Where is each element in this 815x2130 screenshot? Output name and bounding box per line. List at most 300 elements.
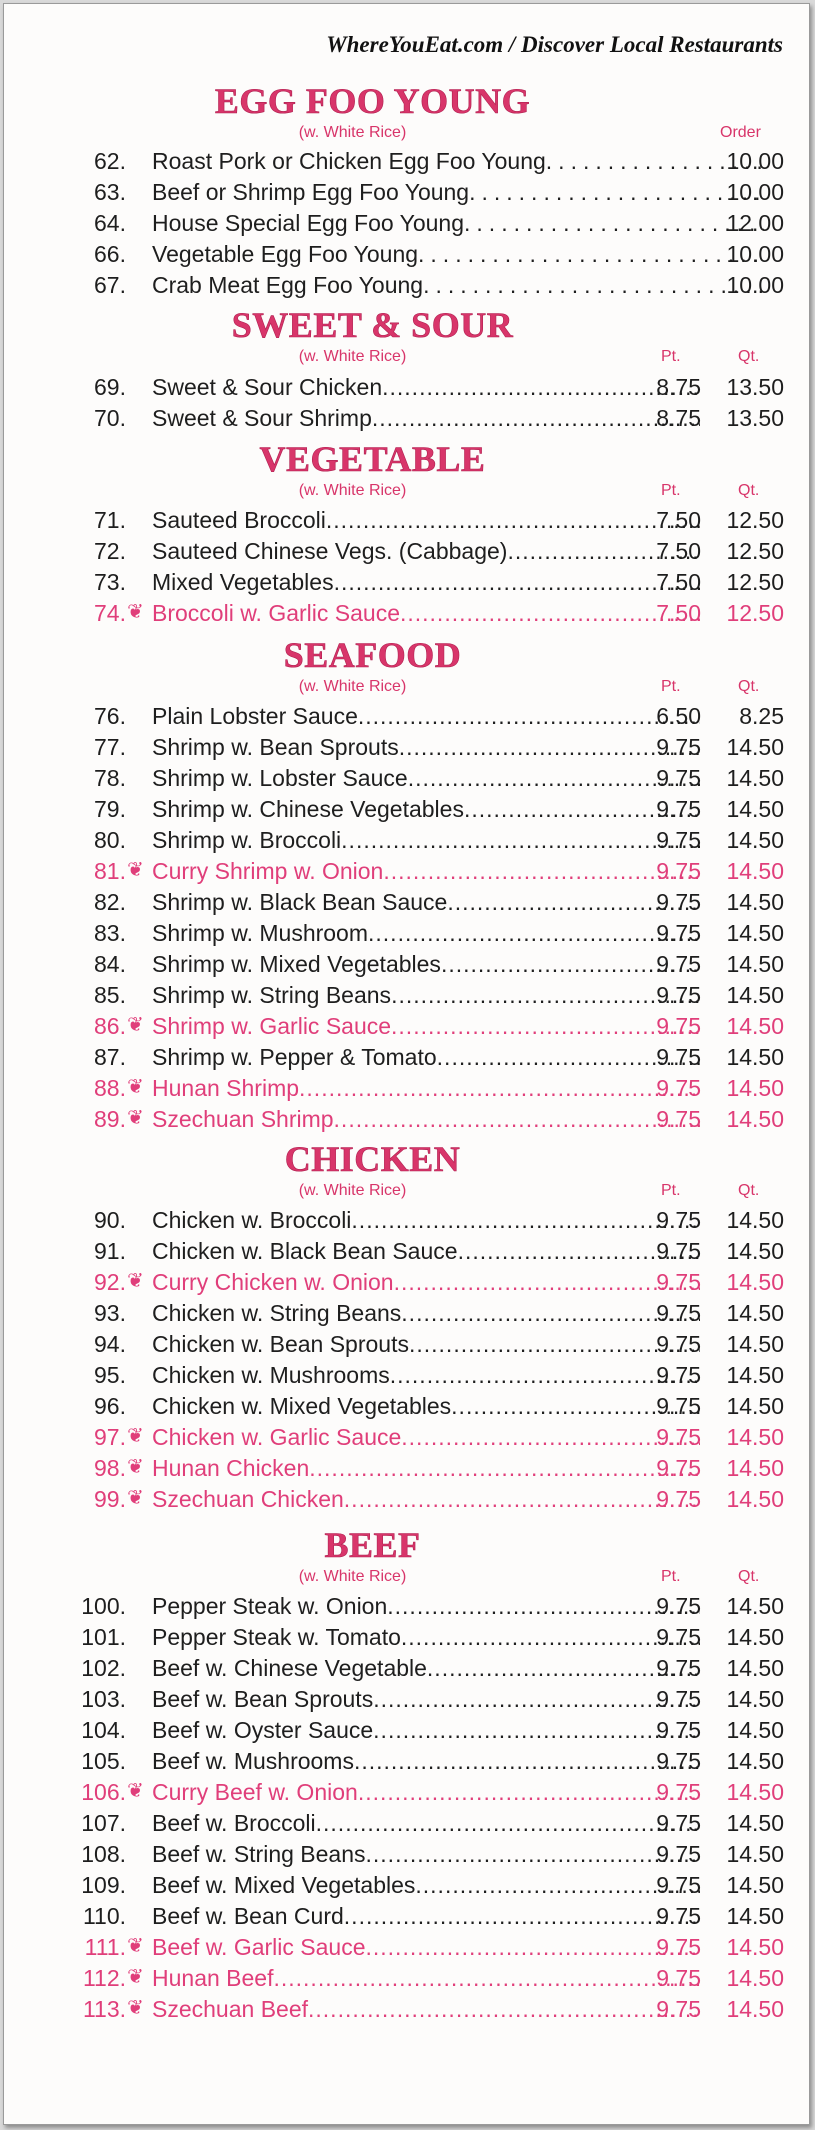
menu-page <box>3 3 810 2125</box>
item-price-pint: 9.75 <box>656 734 701 760</box>
item-name-leader <box>152 701 700 732</box>
item-price-quart: 14.50 <box>726 1106 784 1132</box>
item-price-quart: 14.50 <box>726 1013 784 1039</box>
item-name: Chicken w. String Beans <box>152 1300 402 1326</box>
menu-item-row <box>64 1684 784 1715</box>
item-name-leader <box>152 1298 700 1329</box>
item-name: Shrimp w. Pepper & Tomato <box>152 1044 437 1070</box>
item-name-leader <box>152 1391 700 1422</box>
item-price-pint: 9.75 <box>656 1934 701 1960</box>
item-price-pint: 9.75 <box>656 1872 701 1898</box>
site-title: WhereYouEat.com / Discover Local Restaurants <box>326 32 783 57</box>
item-price-pint: 8.75 <box>656 374 701 400</box>
item-name: Crab Meat Egg Foo Young <box>152 272 424 298</box>
menu-item-row <box>64 146 784 177</box>
item-price-quart: 14.50 <box>726 1872 784 1898</box>
item-price-quart: 14.50 <box>726 734 784 760</box>
item-price-quart: 14.50 <box>726 889 784 915</box>
item-number: 91. <box>94 1238 126 1264</box>
hot-spicy-icon: ❦ <box>127 1935 144 1957</box>
item-name-leader <box>152 1011 700 1042</box>
item-price-pint: 9.75 <box>656 765 701 791</box>
item-name-leader <box>152 887 700 918</box>
menu-item-row <box>64 1073 784 1104</box>
item-price-quart: 13.50 <box>726 374 784 400</box>
item-name-leader <box>152 1653 700 1684</box>
hot-spicy-icon: ❦ <box>127 1076 144 1098</box>
item-name-leader <box>152 794 700 825</box>
item-name: Vegetable Egg Foo Young <box>152 241 419 267</box>
item-number: 106. <box>81 1779 126 1805</box>
item-price-quart: 14.50 <box>726 1393 784 1419</box>
item-price-quart: 14.50 <box>726 1748 784 1774</box>
menu-item-row <box>64 270 784 301</box>
item-price-pint: 9.75 <box>656 1362 701 1388</box>
item-price-quart: 14.50 <box>726 1593 784 1619</box>
item-price-quart: 13.50 <box>726 405 784 431</box>
item-name: Chicken w. Bean Sprouts <box>152 1331 409 1357</box>
item-number: 85. <box>94 982 126 1008</box>
item-number: 107. <box>81 1810 126 1836</box>
item-price-quart: 12.50 <box>726 569 784 595</box>
item-number: 88. <box>94 1075 126 1101</box>
hot-spicy-icon: ❦ <box>127 1425 144 1447</box>
item-price-pint: 9.75 <box>656 1393 701 1419</box>
item-number: 76. <box>94 703 126 729</box>
item-name-leader <box>152 1104 700 1135</box>
dot-leader <box>273 1963 700 1994</box>
item-name: Hunan Beef <box>152 1965 274 1991</box>
item-name: Beef w. Mixed Vegetables <box>152 1872 416 1898</box>
menu-item-row <box>64 1839 784 1870</box>
item-price-quart: 14.50 <box>726 1717 784 1743</box>
column-header-quart: Qt. <box>738 1182 760 1199</box>
item-number: 72. <box>94 538 126 564</box>
hot-spicy-icon: ❦ <box>127 1456 144 1478</box>
menu-item-row <box>64 1932 784 1963</box>
item-name: Beef w. Chinese Vegetable <box>152 1655 427 1681</box>
menu-item-row <box>64 918 784 949</box>
item-price-pint: 9.75 <box>656 951 701 977</box>
section-title: BEEF <box>324 1525 421 1565</box>
item-price-quart: 14.50 <box>726 1655 784 1681</box>
menu-item-row <box>64 1011 784 1042</box>
item-number: 103. <box>81 1686 126 1712</box>
item-price-pint: 9.75 <box>656 1106 701 1132</box>
item-number: 104. <box>81 1717 126 1743</box>
menu-item-row <box>64 567 784 598</box>
item-price-pint: 9.75 <box>656 1238 701 1264</box>
item-price-pint: 9.75 <box>656 1300 701 1326</box>
item-name: Shrimp w. Broccoli <box>152 827 342 853</box>
item-price-pint: 6.50 <box>656 703 701 729</box>
item-name-leader <box>152 732 700 763</box>
item-name-leader <box>152 1453 700 1484</box>
item-name-leader <box>152 536 700 567</box>
item-name-leader <box>152 567 700 598</box>
menu-item-row <box>64 732 784 763</box>
item-price-quart: 14.50 <box>726 827 784 853</box>
menu-item-row <box>64 1298 784 1329</box>
item-number: 64. <box>94 210 126 236</box>
item-name: Beef w. String Beans <box>152 1841 366 1867</box>
item-name-leader <box>152 1622 700 1653</box>
menu-item-row <box>64 1236 784 1267</box>
item-name-leader <box>152 1267 700 1298</box>
item-number: 98. <box>94 1455 126 1481</box>
item-name-leader <box>152 208 764 239</box>
menu-item-row <box>64 1360 784 1391</box>
item-price-quart: 14.50 <box>726 1331 784 1357</box>
item-price-quart: 14.50 <box>726 1238 784 1264</box>
item-price-quart: 14.50 <box>726 920 784 946</box>
column-header-quart: Qt. <box>738 1568 760 1585</box>
item-name: Sauteed Broccoli <box>152 507 326 533</box>
menu-item-row <box>64 403 784 434</box>
item-name-leader <box>152 980 700 1011</box>
menu-item-row <box>64 763 784 794</box>
item-name: Pepper Steak w. Onion <box>152 1593 388 1619</box>
item-name: Chicken w. Garlic Sauce <box>152 1424 402 1450</box>
item-name-leader <box>152 1073 700 1104</box>
item-price-quart: 12.50 <box>726 600 784 626</box>
item-number: 81. <box>94 858 126 884</box>
item-name-leader <box>152 949 700 980</box>
item-name-leader <box>152 1963 700 1994</box>
menu-item-row <box>64 980 784 1011</box>
item-name-leader <box>152 1839 700 1870</box>
item-name: Szechuan Beef <box>152 1996 309 2022</box>
item-number: 99. <box>94 1486 126 1512</box>
item-price-pint: 7.50 <box>656 538 701 564</box>
item-number: 78. <box>94 765 126 791</box>
item-name: Szechuan Chicken <box>152 1486 344 1512</box>
menu-item-row <box>64 1994 784 2025</box>
menu-item-row <box>64 1453 784 1484</box>
menu-item-row <box>64 177 784 208</box>
item-name-leader <box>152 1360 700 1391</box>
menu-item-row <box>64 1329 784 1360</box>
item-name-leader <box>152 1994 700 2025</box>
section-subtitle: (w. White Rice) <box>298 482 407 499</box>
item-name-leader <box>152 1591 700 1622</box>
item-name-leader <box>152 1715 700 1746</box>
hot-spicy-icon: ❦ <box>127 1487 144 1509</box>
item-number: 110. <box>82 1903 126 1929</box>
item-price-quart: 14.50 <box>726 765 784 791</box>
menu-item-row <box>64 505 784 536</box>
item-price-pint: 9.75 <box>656 1044 701 1070</box>
item-name: Beef w. Mushrooms <box>152 1748 354 1774</box>
item-name-leader <box>152 239 764 270</box>
menu-item-row <box>64 1205 784 1236</box>
item-number: 89. <box>94 1106 126 1132</box>
menu-item-row <box>64 1267 784 1298</box>
item-price-pint: 9.75 <box>656 889 701 915</box>
item-price-quart: 14.50 <box>726 796 784 822</box>
item-name: Hunan Chicken <box>152 1455 310 1481</box>
item-price-order: 10.00 <box>726 241 784 267</box>
item-name-leader <box>152 403 700 434</box>
item-price-quart: 14.50 <box>726 1934 784 1960</box>
item-price-quart: 12.50 <box>726 507 784 533</box>
menu-item-row <box>64 856 784 887</box>
item-name-leader <box>152 1777 700 1808</box>
item-number: 105. <box>81 1748 126 1774</box>
item-price-quart: 14.50 <box>726 1841 784 1867</box>
hot-spicy-icon: ❦ <box>127 1997 144 2019</box>
item-name-leader <box>152 1870 700 1901</box>
item-name-leader <box>152 177 764 208</box>
item-price-pint: 9.75 <box>656 1655 701 1681</box>
item-name: Mixed Vegetables <box>152 569 334 595</box>
menu-item-row <box>64 1104 784 1135</box>
hot-spicy-icon: ❦ <box>127 1270 144 1292</box>
menu-item-row <box>64 949 784 980</box>
section-title: CHICKEN <box>284 1139 461 1179</box>
item-price-quart: 14.50 <box>726 982 784 1008</box>
item-name: Broccoli w. Garlic Sauce <box>152 600 400 626</box>
menu-item-row <box>64 825 784 856</box>
item-number: 95. <box>94 1362 126 1388</box>
hot-spicy-icon: ❦ <box>127 1107 144 1129</box>
item-number: 69. <box>94 374 126 400</box>
menu-item-row <box>64 1042 784 1073</box>
menu-item-row <box>64 1391 784 1422</box>
item-name: Shrimp w. Lobster Sauce <box>152 765 408 791</box>
item-price-pint: 9.75 <box>656 1624 701 1650</box>
item-name: Roast Pork or Chicken Egg Foo Young <box>152 148 546 174</box>
item-price-pint: 9.75 <box>656 1424 701 1450</box>
hot-spicy-icon: ❦ <box>127 859 144 881</box>
menu-item-row <box>64 1808 784 1839</box>
item-price-pint: 7.50 <box>656 600 701 626</box>
item-name-leader <box>152 1205 700 1236</box>
item-name: Chicken w. Black Bean Sauce <box>152 1238 458 1264</box>
item-price-quart: 14.50 <box>726 1362 784 1388</box>
item-number: 63. <box>94 179 126 205</box>
item-number: 70. <box>94 405 126 431</box>
item-price-pint: 9.75 <box>656 1903 701 1929</box>
menu-item-row <box>64 1653 784 1684</box>
item-number: 111. <box>84 1934 126 1960</box>
item-price-pint: 9.75 <box>656 827 701 853</box>
item-price-pint: 9.75 <box>656 1331 701 1357</box>
item-price-pint: 9.75 <box>656 982 701 1008</box>
item-price-pint: 9.75 <box>656 1075 701 1101</box>
section-subtitle: (w. White Rice) <box>298 124 407 141</box>
item-price-pint: 9.75 <box>656 1486 701 1512</box>
item-name: Beef w. Bean Curd <box>152 1903 344 1929</box>
item-name: Beef w. Bean Sprouts <box>152 1686 374 1712</box>
item-name: Plain Lobster Sauce <box>152 703 358 729</box>
column-header-quart: Qt. <box>738 678 760 695</box>
item-price-pint: 9.75 <box>656 1269 701 1295</box>
item-name-leader <box>152 1042 700 1073</box>
item-number: 66. <box>94 241 126 267</box>
hot-spicy-icon: ❦ <box>127 1014 144 1036</box>
item-name-leader <box>152 1808 700 1839</box>
section-title: SWEET & SOUR <box>231 305 514 345</box>
menu-item-row <box>64 1715 784 1746</box>
menu-item-row <box>64 372 784 403</box>
item-name-leader <box>152 1484 700 1515</box>
section-title: VEGETABLE <box>259 439 486 479</box>
section-subtitle: (w. White Rice) <box>298 348 407 365</box>
menu-item-row <box>64 1901 784 1932</box>
item-number: 112. <box>82 1965 126 1991</box>
item-price-pint: 9.75 <box>656 920 701 946</box>
column-header-pint: Pt. <box>661 348 681 365</box>
menu-item-row <box>64 1591 784 1622</box>
item-name-leader <box>152 918 700 949</box>
item-number: 77. <box>94 734 126 760</box>
item-price-pint: 9.75 <box>656 1779 701 1805</box>
item-name-leader <box>152 1746 700 1777</box>
item-name: Shrimp w. Bean Sprouts <box>152 734 399 760</box>
item-name: Chicken w. Mushrooms <box>152 1362 390 1388</box>
menu-item-row <box>64 239 784 270</box>
item-price-quart: 8.25 <box>739 703 784 729</box>
item-name-leader <box>152 1684 700 1715</box>
section-subtitle: (w. White Rice) <box>298 678 407 695</box>
item-name: Shrimp w. String Beans <box>152 982 392 1008</box>
item-name-leader <box>152 1901 700 1932</box>
item-price-quart: 14.50 <box>726 1779 784 1805</box>
item-price-quart: 14.50 <box>726 1810 784 1836</box>
item-name: Beef or Shrimp Egg Foo Young <box>152 179 470 205</box>
item-name: Curry Chicken w. Onion <box>152 1269 394 1295</box>
item-price-order: 12.00 <box>726 210 784 236</box>
column-header-pint: Pt. <box>661 678 681 695</box>
item-price-pint: 9.75 <box>656 796 701 822</box>
item-name: Sweet & Sour Shrimp <box>152 405 372 431</box>
item-price-quart: 14.50 <box>726 1269 784 1295</box>
column-header-order: Order <box>720 124 761 141</box>
item-number: 79. <box>94 796 126 822</box>
item-number: 93. <box>94 1300 126 1326</box>
item-price-quart: 14.50 <box>726 1996 784 2022</box>
item-price-pint: 9.75 <box>656 1810 701 1836</box>
item-price-pint: 9.75 <box>656 1686 701 1712</box>
item-number: 108. <box>81 1841 126 1867</box>
item-price-pint: 9.75 <box>656 1013 701 1039</box>
item-name-leader <box>152 1329 700 1360</box>
column-header-quart: Qt. <box>738 482 760 499</box>
item-number: 92. <box>94 1269 126 1295</box>
column-header-quart: Qt. <box>738 348 760 365</box>
menu-item-row <box>64 1777 784 1808</box>
item-name: Chicken w. Broccoli <box>152 1207 352 1233</box>
item-number: 74. <box>94 600 126 626</box>
item-price-pint: 9.75 <box>656 858 701 884</box>
item-price-pint: 7.50 <box>656 507 701 533</box>
menu-item-row <box>64 536 784 567</box>
item-price-order: 10.00 <box>726 148 784 174</box>
item-price-quart: 12.50 <box>726 538 784 564</box>
menu-item-row <box>64 887 784 918</box>
section-subtitle: (w. White Rice) <box>298 1568 407 1585</box>
item-price-pint: 9.75 <box>656 1717 701 1743</box>
menu-item-row <box>64 1870 784 1901</box>
item-name: Shrimp w. Black Bean Sauce <box>152 889 448 915</box>
item-price-pint: 9.75 <box>656 1965 701 1991</box>
item-name: Chicken w. Mixed Vegetables <box>152 1393 452 1419</box>
item-name-leader <box>152 146 764 177</box>
item-name: Sauteed Chinese Vegs. (Cabbage) <box>152 538 508 564</box>
item-number: 109. <box>81 1872 126 1898</box>
item-price-order: 10.00 <box>726 179 784 205</box>
item-number: 80. <box>94 827 126 853</box>
item-name-leader <box>152 825 700 856</box>
item-number: 62. <box>94 148 126 174</box>
section-subtitle: (w. White Rice) <box>298 1182 407 1199</box>
item-price-order: 10.00 <box>726 272 784 298</box>
item-number: 90. <box>94 1207 126 1233</box>
item-name: Sweet & Sour Chicken <box>152 374 383 400</box>
item-number: 67. <box>94 272 126 298</box>
item-number: 83. <box>94 920 126 946</box>
item-number: 73. <box>94 569 126 595</box>
item-price-pint: 9.75 <box>656 1207 701 1233</box>
item-name-leader <box>152 1932 700 1963</box>
section-title: EGG FOO YOUNG <box>214 81 531 121</box>
hot-spicy-icon: ❦ <box>127 1966 144 1988</box>
item-price-quart: 14.50 <box>726 858 784 884</box>
menu-item-row <box>64 208 784 239</box>
item-price-quart: 14.50 <box>726 1075 784 1101</box>
item-name: Curry Shrimp w. Onion <box>152 858 384 884</box>
item-name: Beef w. Oyster Sauce <box>152 1717 374 1743</box>
item-price-pint: 9.75 <box>656 1996 701 2022</box>
item-name: Shrimp w. Chinese Vegetables <box>152 796 464 822</box>
menu-item-row <box>64 1484 784 1515</box>
item-name-leader <box>152 856 700 887</box>
item-price-quart: 14.50 <box>726 951 784 977</box>
hot-spicy-icon: ❦ <box>127 601 144 623</box>
item-number: 71. <box>94 507 126 533</box>
menu-item-row <box>64 1746 784 1777</box>
item-name-leader <box>152 505 700 536</box>
item-name-leader <box>152 1422 700 1453</box>
item-number: 102. <box>81 1655 126 1681</box>
column-header-pint: Pt. <box>661 1182 681 1199</box>
item-name: Pepper Steak w. Tomato <box>152 1624 401 1650</box>
item-name-leader <box>152 598 700 629</box>
item-price-quart: 14.50 <box>726 1965 784 1991</box>
item-price-quart: 14.50 <box>726 1903 784 1929</box>
menu-item-row <box>64 1963 784 1994</box>
item-name: Shrimp w. Mixed Vegetables <box>152 951 441 977</box>
item-price-quart: 14.50 <box>726 1207 784 1233</box>
item-name: Hunan Shrimp <box>152 1075 300 1101</box>
hot-spicy-icon: ❦ <box>127 1780 144 1802</box>
column-header-pint: Pt. <box>661 482 681 499</box>
item-name: Beef w. Broccoli <box>152 1810 316 1836</box>
menu-item-row <box>64 1422 784 1453</box>
item-name-leader <box>152 270 764 301</box>
item-price-quart: 14.50 <box>726 1455 784 1481</box>
item-price-pint: 9.75 <box>656 1748 701 1774</box>
item-number: 86. <box>94 1013 126 1039</box>
item-price-pint: 8.75 <box>656 405 701 431</box>
item-price-pint: 9.75 <box>656 1455 701 1481</box>
item-price-quart: 14.50 <box>726 1424 784 1450</box>
item-number: 96. <box>94 1393 126 1419</box>
item-number: 82. <box>94 889 126 915</box>
item-number: 101. <box>81 1624 126 1650</box>
menu-item-row <box>64 1622 784 1653</box>
